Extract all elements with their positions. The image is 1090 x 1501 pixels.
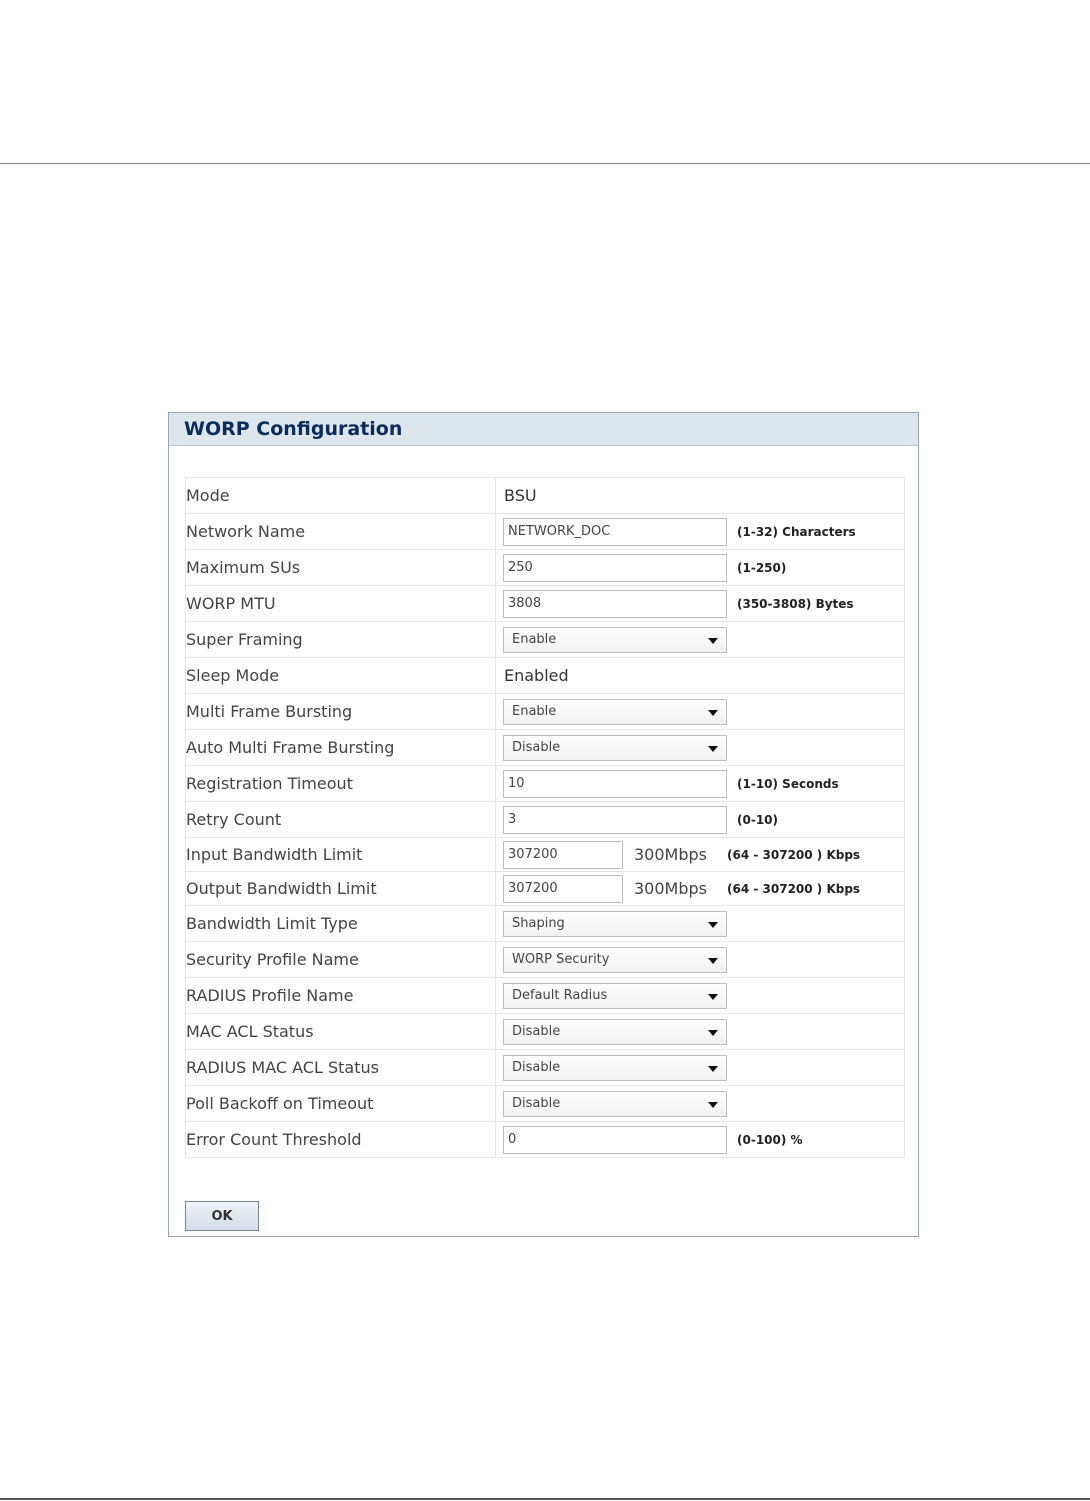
row-radius-mac-acl-status xyxy=(186,1050,905,1086)
input-bandwidth-limit-label: Input Bandwidth Limit xyxy=(186,838,496,872)
error-count-threshold-input[interactable] xyxy=(503,1126,727,1154)
row-bandwidth-limit-type xyxy=(186,906,905,942)
registration-timeout-hint: (1-10) Seconds xyxy=(737,776,839,791)
row-worp-mtu xyxy=(186,586,905,622)
radius-profile-name-selected: Default Radius xyxy=(512,988,608,1003)
mode-value: BSU xyxy=(504,486,537,505)
security-profile-name-select[interactable] xyxy=(503,947,727,973)
radius-mac-acl-status-selected: Disable xyxy=(512,1060,561,1075)
registration-timeout-input[interactable] xyxy=(503,770,727,798)
top-divider xyxy=(0,163,1090,164)
multi-frame-bursting-selected: Enable xyxy=(512,704,557,719)
network-name-label: Network Name xyxy=(186,514,496,550)
worp-mtu-label: WORP MTU xyxy=(186,586,496,622)
chevron-down-icon xyxy=(708,994,718,1000)
error-count-threshold-hint: (0-100) % xyxy=(737,1132,803,1147)
row-retry-count xyxy=(186,802,905,838)
input-bandwidth-hint: (64 - 307200 ) Kbps xyxy=(727,847,861,862)
row-input-bandwidth-limit xyxy=(186,838,905,872)
super-framing-select[interactable] xyxy=(503,627,727,653)
retry-count-label: Retry Count xyxy=(186,802,496,838)
retry-count-input[interactable] xyxy=(503,806,727,834)
output-bandwidth-hint: (64 - 307200 ) Kbps xyxy=(727,881,861,896)
chevron-down-icon xyxy=(708,746,718,752)
chevron-down-icon xyxy=(708,710,718,716)
mac-acl-status-label: MAC ACL Status xyxy=(186,1014,496,1050)
mac-acl-status-selected: Disable xyxy=(512,1024,561,1039)
auto-multi-frame-bursting-selected: Disable xyxy=(512,740,561,755)
poll-backoff-on-timeout-label: Poll Backoff on Timeout xyxy=(186,1086,496,1122)
maximum-sus-input[interactable] xyxy=(503,554,727,582)
row-mode xyxy=(186,478,905,514)
multi-frame-bursting-label: Multi Frame Bursting xyxy=(186,694,496,730)
chevron-down-icon xyxy=(708,1102,718,1108)
chevron-down-icon xyxy=(708,958,718,964)
poll-backoff-on-timeout-selected: Disable xyxy=(512,1096,561,1111)
input-bandwidth-limit-input[interactable] xyxy=(503,841,623,869)
output-bandwidth-rate: 300Mbps xyxy=(634,879,707,898)
panel-header xyxy=(169,413,918,446)
maximum-sus-hint: (1-250) xyxy=(737,560,787,575)
output-bandwidth-limit-input[interactable] xyxy=(503,875,623,903)
network-name-hint: (1-32) Characters xyxy=(737,524,856,539)
radius-profile-name-label: RADIUS Profile Name xyxy=(186,978,496,1014)
row-error-count-threshold xyxy=(186,1122,905,1158)
row-registration-timeout xyxy=(186,766,905,802)
mac-acl-status-select[interactable] xyxy=(503,1019,727,1045)
bandwidth-limit-type-label: Bandwidth Limit Type xyxy=(186,906,496,942)
radius-mac-acl-status-label: RADIUS MAC ACL Status xyxy=(186,1050,496,1086)
row-poll-backoff-on-timeout xyxy=(186,1086,905,1122)
row-super-framing xyxy=(186,622,905,658)
bandwidth-limit-type-selected: Shaping xyxy=(512,916,565,931)
multi-frame-bursting-select[interactable] xyxy=(503,699,727,725)
poll-backoff-on-timeout-select[interactable] xyxy=(503,1091,727,1117)
error-count-threshold-label: Error Count Threshold xyxy=(186,1122,496,1158)
row-output-bandwidth-limit xyxy=(186,872,905,906)
security-profile-name-selected: WORP Security xyxy=(512,952,610,967)
row-sleep-mode xyxy=(186,658,905,694)
mode-label: Mode xyxy=(186,478,496,514)
ok-button[interactable]: OK xyxy=(185,1201,259,1231)
retry-count-hint: (0-10) xyxy=(737,812,778,827)
chevron-down-icon xyxy=(708,638,718,644)
super-framing-selected: Enable xyxy=(512,632,557,647)
row-auto-multi-frame-bursting xyxy=(186,730,905,766)
row-network-name xyxy=(186,514,905,550)
registration-timeout-label: Registration Timeout xyxy=(186,766,496,802)
radius-profile-name-select[interactable] xyxy=(503,983,727,1009)
sleep-mode-label: Sleep Mode xyxy=(186,658,496,694)
config-table xyxy=(185,477,905,1158)
bottom-divider xyxy=(0,1498,1090,1500)
chevron-down-icon xyxy=(708,1066,718,1072)
panel-title: WORP Configuration xyxy=(184,418,403,440)
row-radius-profile-name xyxy=(186,978,905,1014)
row-maximum-sus xyxy=(186,550,905,586)
chevron-down-icon xyxy=(708,922,718,928)
chevron-down-icon xyxy=(708,1030,718,1036)
worp-configuration-panel xyxy=(168,412,919,1237)
bandwidth-limit-type-select[interactable] xyxy=(503,911,727,937)
super-framing-label: Super Framing xyxy=(186,622,496,658)
radius-mac-acl-status-select[interactable] xyxy=(503,1055,727,1081)
row-security-profile-name xyxy=(186,942,905,978)
security-profile-name-label: Security Profile Name xyxy=(186,942,496,978)
auto-multi-frame-bursting-select[interactable] xyxy=(503,735,727,761)
input-bandwidth-rate: 300Mbps xyxy=(634,845,707,864)
row-multi-frame-bursting xyxy=(186,694,905,730)
worp-mtu-input[interactable] xyxy=(503,590,727,618)
network-name-input[interactable] xyxy=(503,518,727,546)
worp-mtu-hint: (350-3808) Bytes xyxy=(737,596,854,611)
auto-multi-frame-bursting-label: Auto Multi Frame Bursting xyxy=(186,730,496,766)
row-mac-acl-status xyxy=(186,1014,905,1050)
output-bandwidth-limit-label: Output Bandwidth Limit xyxy=(186,872,496,906)
maximum-sus-label: Maximum SUs xyxy=(186,550,496,586)
sleep-mode-value: Enabled xyxy=(504,666,569,685)
